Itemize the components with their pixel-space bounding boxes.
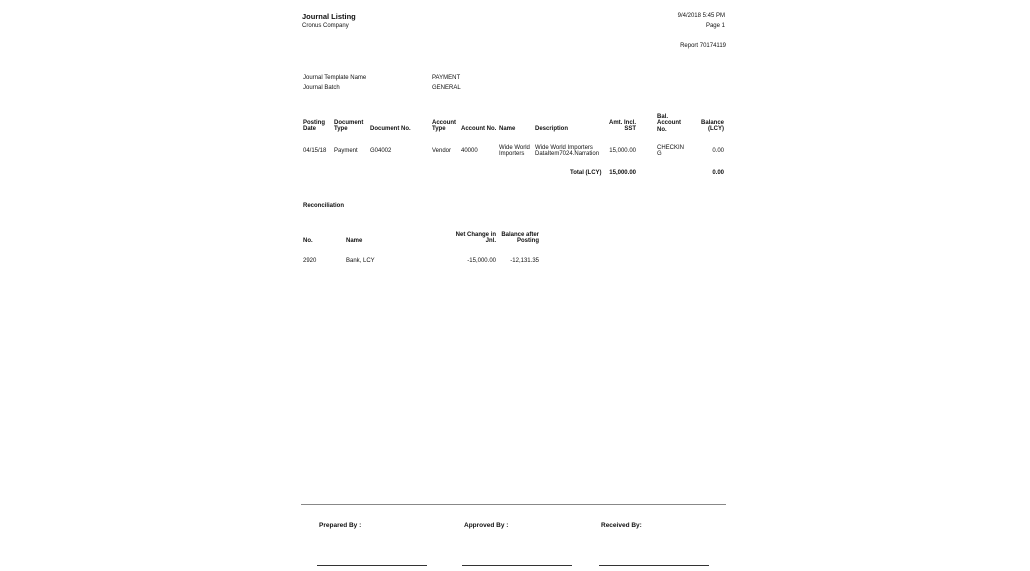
cell-account-no: 40000 <box>461 148 478 154</box>
total-label: Total (LCY) <box>570 170 602 176</box>
report-id: Report 70174119 <box>680 43 726 49</box>
journal-batch-label: Journal Batch <box>303 85 340 91</box>
cell-account-type: Vendor <box>432 148 452 154</box>
recon-cell-balance-after: -12,131.35 <box>510 258 539 264</box>
total-balance: 0.00 <box>712 170 724 176</box>
total-amount: 15,000.00 <box>609 170 636 176</box>
recon-cell-net-change: -15,000.00 <box>467 258 496 264</box>
recon-header-balance-after: Balance after Posting <box>501 232 539 245</box>
col-header-account-no: Account No. <box>461 126 497 132</box>
col-header-amt-incl-sst: Amt. Incl. SST <box>608 120 636 133</box>
reconciliation-title: Reconciliation <box>303 203 345 209</box>
col-header-document-type: Document Type <box>334 120 364 133</box>
col-header-posting-date: Posting Date <box>303 120 325 133</box>
col-header-name: Name <box>499 126 516 132</box>
received-by-signature-line <box>599 565 709 566</box>
approved-by-signature-line <box>462 565 572 566</box>
recon-cell-no: 2920 <box>303 258 317 264</box>
recon-header-no: No. <box>303 238 313 244</box>
recon-cell-name: Bank, LCY <box>346 258 375 264</box>
col-header-document-no: Document No. <box>370 126 411 132</box>
page-number: Page 1 <box>705 23 725 29</box>
prepared-by-signature-line <box>317 565 427 566</box>
cell-posting-date: 04/15/18 <box>303 148 327 154</box>
cell-amt-incl-sst: 15,000.00 <box>609 148 636 154</box>
approved-by-label: Approved By : <box>464 522 509 529</box>
journal-template-value: PAYMENT <box>432 75 461 81</box>
received-by-label: Received By: <box>601 522 642 529</box>
col-header-bal-account-no: Bal. Account No. <box>657 114 681 133</box>
footer-divider <box>301 504 726 505</box>
journal-batch-value: GENERAL <box>432 85 461 91</box>
col-header-account-type: Account Type <box>432 120 456 133</box>
journal-template-label: Journal Template Name <box>303 75 367 81</box>
company-name: Cronus Company <box>302 23 349 29</box>
report-title: Journal Listing <box>302 12 356 21</box>
cell-balance-lcy: 0.00 <box>712 148 724 154</box>
cell-document-type: Payment <box>334 148 358 154</box>
report-datetime: 9/4/2018 5:45 PM <box>677 13 725 19</box>
cell-name: Wide World Importers <box>499 145 530 158</box>
cell-bal-account-no: CHECKIN G <box>657 145 685 158</box>
recon-header-net-change: Net Change in Jnl. <box>455 232 496 245</box>
cell-document-no: G04002 <box>370 148 392 154</box>
prepared-by-label: Prepared By : <box>319 522 362 529</box>
cell-description: Wide World Importers DataItem7024.Narration <box>535 145 600 158</box>
col-header-description: Description <box>535 126 569 132</box>
col-header-balance-lcy: Balance (LCY) <box>700 120 724 133</box>
recon-header-name: Name <box>346 238 363 244</box>
